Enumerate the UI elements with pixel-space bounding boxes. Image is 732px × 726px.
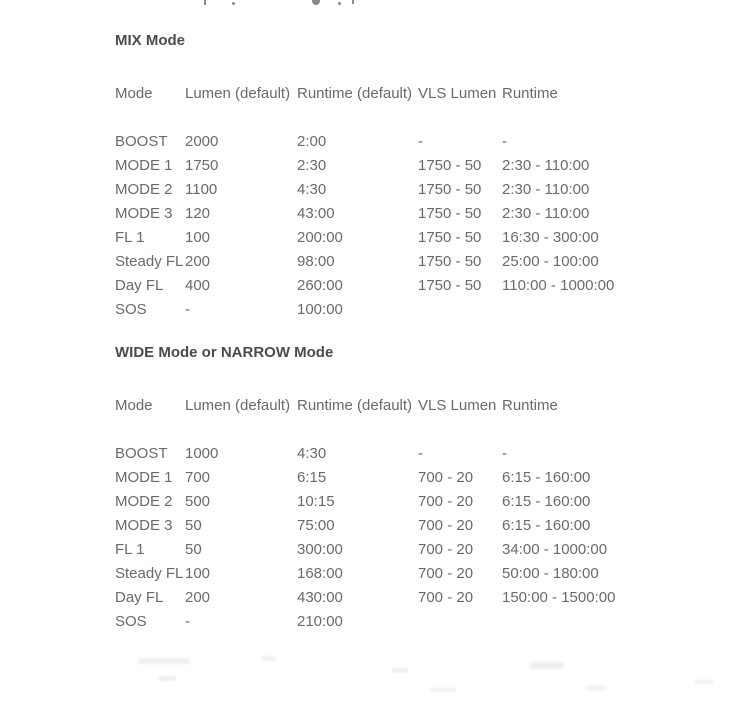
column-header: Lumen (default): [185, 85, 291, 102]
table-cell: 1000: [185, 445, 219, 462]
table-row: [115, 298, 732, 322]
table-cell: 6:15 - 160:00: [502, 517, 591, 534]
column-header: Mode: [115, 85, 153, 102]
column-header: Runtime: [502, 85, 558, 102]
faded-fragment: [158, 676, 176, 681]
table-cell: 430:00: [297, 589, 343, 606]
table-cell: 2:30: [297, 157, 327, 174]
faded-fragment: [262, 656, 276, 661]
table-cell: 700 - 20: [418, 589, 474, 606]
table-cell: 98:00: [297, 253, 335, 270]
table-row: [115, 130, 732, 154]
column-header: VLS Lumen: [418, 397, 497, 414]
table-cell: FL 1: [115, 229, 145, 246]
faded-fragment: [530, 662, 564, 669]
column-header: Mode: [115, 397, 153, 414]
table-cell: 260:00: [297, 277, 343, 294]
table-cell: 1750 - 50: [418, 157, 482, 174]
table-cell: -: [185, 301, 190, 318]
table-row: [115, 202, 732, 226]
table-cell: 100:00: [297, 301, 343, 318]
table-cell: 1100: [185, 181, 218, 198]
header-row: [115, 394, 732, 418]
table-cell: 700 - 20: [418, 565, 474, 582]
table-cell: Day FL: [115, 277, 164, 294]
table-cell: Steady FL: [115, 253, 184, 270]
clipped-text-remnant: [0, 0, 732, 7]
table-cell: 2:00: [297, 133, 327, 150]
table-row: [115, 586, 732, 610]
table-cell: 4:30: [297, 181, 327, 198]
column-header: Runtime (default): [297, 397, 413, 414]
table-cell: 1750: [185, 157, 219, 174]
table-cell: BOOST: [115, 133, 168, 150]
table-cell: 25:00 - 100:00: [502, 253, 599, 270]
wide-narrow-mode-table: [115, 394, 732, 634]
column-header: Runtime (default): [297, 85, 413, 102]
table-row: [115, 178, 732, 202]
table-cell: -: [418, 133, 423, 150]
table-cell: 200: [185, 253, 211, 270]
column-header: Runtime: [502, 397, 558, 414]
table-cell: 200:00: [297, 229, 343, 246]
faded-fragment: [695, 680, 713, 684]
table-cell: Steady FL: [115, 565, 184, 582]
table-cell: 700: [185, 469, 211, 486]
table-cell: 6:15 - 160:00: [502, 493, 591, 510]
table-cell: 6:15: [297, 469, 327, 486]
table-cell: 120: [185, 205, 211, 222]
table-cell: 150:00 - 1500:00: [502, 589, 616, 606]
table-row: [115, 250, 732, 274]
table-cell: 168:00: [297, 565, 343, 582]
column-header: Lumen (default): [185, 397, 291, 414]
spacer-row: [115, 418, 732, 442]
table-cell: MODE 1: [115, 469, 173, 486]
table-cell: 16:30 - 300:00: [502, 229, 599, 246]
table-cell: [418, 610, 502, 634]
table-cell: [502, 298, 732, 322]
faded-text-remnant: [0, 650, 732, 710]
table-cell: 700 - 20: [418, 469, 474, 486]
table-cell: 43:00: [297, 205, 335, 222]
table-row: [115, 514, 732, 538]
glyph-fragment: [338, 2, 341, 5]
faded-fragment: [138, 658, 190, 664]
table-cell: 700 - 20: [418, 517, 474, 534]
table-row: [115, 466, 732, 490]
table-cell: 50: [185, 541, 202, 558]
table-cell: 1750 - 50: [418, 205, 482, 222]
table-cell: 200: [185, 589, 211, 606]
table-cell: 6:15 - 160:00: [502, 469, 591, 486]
table-cell: Day FL: [115, 589, 164, 606]
table-row: [115, 490, 732, 514]
table-cell: 100: [185, 229, 211, 246]
table-cell: FL 1: [115, 541, 145, 558]
table-row: [115, 562, 732, 586]
table-cell: 34:00 - 1000:00: [502, 541, 608, 558]
table-cell: -: [185, 613, 190, 630]
table-cell: MODE 1: [115, 157, 173, 174]
table-row: [115, 538, 732, 562]
mix-mode-table: [115, 82, 732, 322]
table-cell: MODE 2: [115, 181, 173, 198]
glyph-fragment: [204, 0, 206, 5]
table-row: [115, 226, 732, 250]
table-cell: 4:30: [297, 445, 327, 462]
table-cell: MODE 2: [115, 493, 173, 510]
table-cell: 10:15: [297, 493, 335, 510]
table-cell: 700 - 20: [418, 541, 474, 558]
faded-fragment: [392, 668, 408, 673]
table-row: [115, 274, 732, 298]
table-cell: 1750 - 50: [418, 277, 482, 294]
table-cell: -: [418, 445, 423, 462]
table-row: [115, 154, 732, 178]
table-cell: 400: [185, 277, 211, 294]
table-cell: 2000: [185, 133, 219, 150]
spacer-row: [115, 106, 732, 130]
faded-fragment: [430, 688, 456, 692]
glyph-fragment: [312, 0, 320, 5]
table-cell: 1750 - 50: [418, 181, 482, 198]
glyph-fragment: [232, 2, 235, 5]
table-cell: [418, 298, 502, 322]
faded-fragment: [586, 686, 606, 690]
glyph-fragment: [352, 0, 354, 4]
table-cell: 700 - 20: [418, 493, 474, 510]
table-cell: 1750 - 50: [418, 253, 482, 270]
table-cell: 210:00: [297, 613, 343, 630]
table-cell: 50:00 - 180:00: [502, 565, 599, 582]
header-row: [115, 82, 732, 106]
table-cell: 75:00: [297, 517, 335, 534]
table-cell: BOOST: [115, 445, 168, 462]
column-header: VLS Lumen: [418, 85, 497, 102]
table-row: [115, 442, 732, 466]
table-cell: [502, 610, 732, 634]
table-cell: MODE 3: [115, 205, 173, 222]
table-cell: 50: [185, 517, 202, 534]
table-cell: -: [502, 445, 507, 462]
table-cell: 1750 - 50: [418, 229, 482, 246]
table-cell: 2:30 - 110:00: [502, 205, 590, 222]
table-cell: 2:30 - 110:00: [502, 181, 590, 198]
table-row: [115, 610, 732, 634]
table-cell: 100: [185, 565, 211, 582]
section-heading-mix-mode: MIX Mode: [115, 32, 185, 49]
table-cell: 110:00 - 1000:00: [502, 277, 615, 294]
table-cell: SOS: [115, 613, 147, 630]
table-cell: 300:00: [297, 541, 343, 558]
table-cell: -: [502, 133, 507, 150]
table-cell: MODE 3: [115, 517, 173, 534]
table-cell: SOS: [115, 301, 147, 318]
section-heading-wide-narrow-mode: WIDE Mode or NARROW Mode: [115, 344, 334, 361]
table-cell: 2:30 - 110:00: [502, 157, 590, 174]
table-cell: 500: [185, 493, 211, 510]
